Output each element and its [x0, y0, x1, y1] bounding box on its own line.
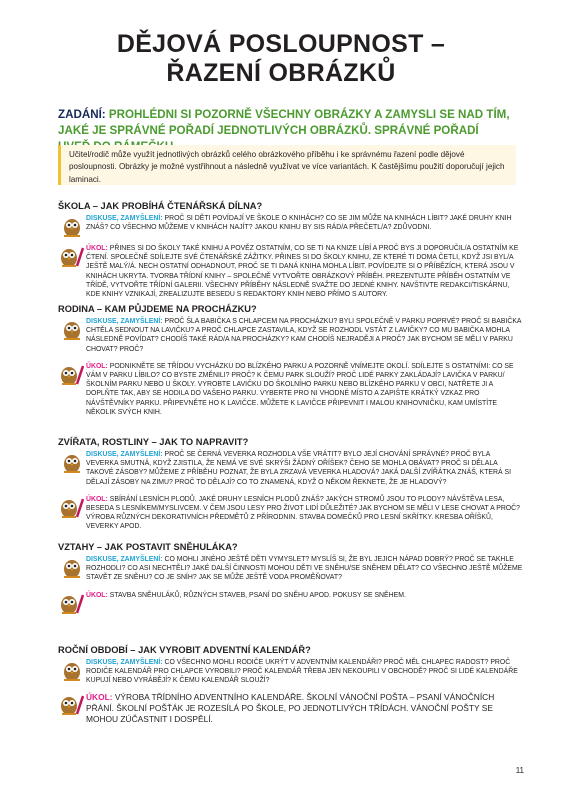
task-text: VÝROBA TŘÍDNÍHO ADVENTNÍHO KALENDÁŘE. ŠKOLNÍ VÁNOČNÍ POŠTA – PSANÍ VÁNOČNÍCH PŘÁNÍ. ŠKOLNÍ POŠŤÁK JE ROZESÍLÁ PO ŠKOLE, PO JEDNOTLIVÝCH TŘÍDÁCH. VÁNOČNÍ POŠTY SE MOHOU ZÚČASTNIT I DOSPĚLÍ. [86, 692, 495, 724]
page-number: 11 [515, 766, 524, 775]
owl-with-pencil-icon [58, 692, 84, 716]
thinking-owl-icon [58, 658, 84, 682]
title-line-1: DĚJOVÁ POSLOUPNOST – [116, 30, 446, 58]
discussion-label: DISKUSE, ZAMYŠLENÍ: [86, 318, 163, 325]
task-row [58, 495, 524, 532]
discussion-label: DISKUSE, ZAMYŠLENÍ: [86, 556, 163, 563]
discussion-row [58, 658, 524, 686]
task-text: PROHLÉDNI SI POZORNĚ VŠECHNY OBRÁZKY A ZAMYSLI SE NAD TÍM, JAKÉ JE SPRÁVNÉ POŘADÍ JEDNOTLIVÝCH OBRÁZKŮ. SPRÁVNÉ POŘADÍ [58, 108, 510, 137]
discussion-text: CO MOHLI JINÉHO JEŠTĚ DĚTI VYMYSLET? MYSLÍŠ SI, ŽE BYL JEJICH NÁPAD DOBRÝ? PROČ SE TAKHLE ROZHODLI? CO ASI NECHTĚLI? JAKÉ DALŠÍ ČINNOSTI MOHOU DĚTI VE SNĚHU/SE SNĚHEM DĚLAT? CO VŠECHNO JEŠTĚ MŮŽEME STAVĚT ZE SNĚHU? CO JE SNÍH? JAK SE MŮŽE JEŠTĚ VODA PROMĚŇOVAT? [86, 556, 523, 582]
task-row [58, 244, 524, 299]
task-label: ÚKOL: [86, 245, 108, 252]
page-title [0, 30, 562, 88]
teacher-note: Učitel/rodič může využít jednotlivých obrázků celého obrázkového příběhu i ke správnému řazení podle dějové posloupnosti. Obrázky je možné vystřihnout a následně využívat ve více variantách. K častějšímu použití doporučují jejich laminaci. [58, 145, 516, 185]
discussion-text: PROČ SI DĚTI POVÍDAJÍ VE ŠKOLE O KNIHÁCH? CO SE JIM MŮŽE NA KNIHÁCH LÍBIT? JAKÉ DRUHY KNIH ZNÁŠ? CO VŠECHNO MŮŽEME V KNIHÁCH NAJÍT? JAKOU KNIHU BY SIS RÁD/A PŘEČETL/A? ZDŮVODNI. [86, 215, 512, 232]
task-text: PŘINES SI DO ŠKOLY TAKÉ KNIHU A POVĚZ OSTATNÍM, CO SE TI NA KNIZE LÍBÍ A PROČ BYS JI DOPORUČIL/A OSTATNÍM KE ČTENÍ. SPOLEČNĚ SDÍLEJTE SVÉ ČTENÁŘSKÉ ZÁŽITKY. PŘINES SI DO ŠKOLY KNIHU, ZE KTERÉ TI DOMA ČETLI, KDYŽ JSI BYL/A JEŠTĚ MALÝ/Á. NECH OSTATNÍ ODHADNOUT, PROČ SE TI DANÁ KNIHA MOHLA LÍBIT. POVÍDEJTE SI O PŘÍBĚZÍCH, KTERÁ JSOU V KNIHÁCH UKRYTA. TVORBA TŘÍDNÍ KNIHY – SPOLEČNĚ VYTVOŘTE OBRÁZKOVÝ PŘÍBĚH. PREZENTUJTE PŘÍBĚH OSTATNÍM VE TŘÍDĚ, VYTVOŘTE TŘÍDNÍ GALERII. VŠECHNY PŘÍBĚHY NÁSLEDNĚ SVAŽTE DO JEDNÉ KNIHY. NAVŠTIVTE REDAKCI/TISKÁRNU, KDE KNIHY VZNIKAJÍ, ZREALIZUJTE BESEDU S REDAKTORY KNIH NEBO PŘÍMO S AUTORY. [86, 245, 519, 299]
discussion-text: CO VŠECHNO MOHLI RODIČE UKRÝT V ADVENTNÍM KALENDÁŘI? PROČ MĚL CHLAPEC RADOST? PROČ RODIČE KALENDÁŘ PRO CHLAPCE VYROBILI? PROČ KALENDÁŘ TŘEBA JEN NEKOUPILI V OBCHODĚ? PROČ SI LIDÉ KALENDÁŘE KUPUJÍ NEBO VYRÁBĚJÍ? K ČEMU KALENDÁŘ SLOUŽÍ? [86, 659, 518, 685]
section-family [58, 303, 524, 417]
task-row [58, 692, 524, 725]
task-text: STAVBA SNĚHULÁKŮ, RŮZNÝCH STAVEB, PSANÍ DO SNĚHU APOD. POKUSY SE SNĚHEM. [109, 592, 406, 599]
title-line-2: ŘAZENÍ OBRÁZKŮ [166, 59, 396, 87]
discussion-label: DISKUSE, ZAMYŠLENÍ: [86, 659, 163, 666]
task-label: ÚKOL: [86, 692, 113, 702]
discussion-row [58, 214, 524, 240]
thinking-owl-icon [58, 214, 84, 238]
section-title: ROČNÍ OBDOBÍ – JAK VYROBIT ADVENTNÍ KALENDÁŘ? [58, 645, 311, 655]
section-school [58, 200, 524, 299]
discussion-text: PROČ SE ČERNÁ VEVERKA ROZHODLA VŠE VRÁTIT? BYLO JEJÍ CHOVÁNÍ SPRÁVNÉ? PROČ BYLA VEVERKA SMUTNÁ, KDYŽ ZJISTILA, ŽE NEMÁ VE SVÉ SKRÝŠI ŽÁDNÝ OŘÍŠEK? ČEHO SE MOHLA OBÁVAT? PROČ SI DĚLALA TAKOVÉ ZÁSOBY? MŮŽEME Z PŘÍBĚHU POZNAT, ŽE BYLA ZRZAVÁ VEVERKA HLADOVÁ? JAKÁ DALŠÍ ZVÍŘÁTKA ZNÁŠ, KTERÁ SI DĚLAJÍ ZÁSOBY NA ZIMU? PROČ TO DĚLAJÍ? CO TO ZNAMENÁ, KDYŽ O NĚKOM ŘEKNETE, ŽE JE HLADOVÝ? [86, 451, 512, 486]
owl-with-pencil-icon [58, 244, 84, 268]
thinking-owl-icon [58, 317, 84, 341]
section-title: VZTAHY – JAK POSTAVIT SNĚHULÁKA? [58, 542, 238, 552]
task-label: ÚKOL: [86, 592, 108, 599]
section-title: ZVÍŘATA, ROSTLINY – JAK TO NAPRAVIT? [58, 437, 249, 447]
discussion-label: DISKUSE, ZAMYŠLENÍ: [86, 451, 163, 458]
section-title: RODINA – KAM PŮJDEME NA PROCHÁZKU? [58, 304, 257, 314]
task-row [58, 591, 524, 617]
section-seasons [58, 644, 524, 725]
task-label: ZADÁNÍ: [58, 108, 106, 121]
thinking-owl-icon [58, 555, 84, 579]
owl-with-pencil-icon [58, 495, 84, 519]
task-label: ÚKOL: [86, 362, 108, 370]
discussion-row [58, 555, 524, 583]
task-text: SBÍRÁNÍ LESNÍCH PLODŮ. JAKÉ DRUHY LESNÍCH PLODŮ ZNÁŠ? JAKÝCH STROMŮ JSOU TO PLODY? NÁVŠTĚVA LESA, BESEDA S LESNÍKEM/MYSLIVCEM. V ČEM JSOU LESY PRO ŽIVOT LIDÍ DŮLEŽITÉ? JAK BYCHOM SE MĚLI V LESE CHOVAT A PROČ? VÝROBA RŮZNÝCH DEKORATIVNÍCH PŘEDMĚTŮ Z PŘÍRODNIN. STAVBA DOMEČKŮ PRO LESNÍ SKŘÍTKY. KRESBA OŘÍŠKŮ, VEVERKY APOD. [86, 495, 520, 531]
section-title: ŠKOLA – JAK PROBÍHÁ ČTENÁŘSKÁ DÍLNA? [58, 201, 263, 211]
section-animals [58, 436, 524, 532]
owl-with-pencil-icon [58, 591, 84, 615]
section-relations [58, 541, 524, 617]
discussion-label: DISKUSE, ZAMYŠLENÍ: [86, 215, 163, 222]
discussion-row [58, 450, 524, 487]
discussion-text: PROČ ŠLA BABIČKA S CHLAPCEM NA PROCHÁZKU? BYLI SPOLEČNĚ V PARKU POPRVÉ? PROČ SI BABIČKA CHTĚLA SEDNOUT NA LAVIČKU? A PROČ CHLAPCE ZASTAVILA, KDYŽ SE ROZHODL VSTÁT Z LAVIČKY? CO MU BABIČKA MOHLA NÁSLEDNĚ POVÍDAT? CHODÍŠ TAKÉ RÁD/A NA PROCHÁZKY? KAM CHODÍŠ NEJRADĚJI A PROČ? JAK BYCHOM SE MĚLI V PARKU CHOVAT? PROČ? [86, 318, 522, 353]
owl-with-pencil-icon [58, 362, 84, 386]
task-text: PODNIKNĚTE SE TŘÍDOU VYCHÁZKU DO BLÍZKÉHO PARKU A POZORNĚ VNÍMEJTE OKOLÍ. SDÍLEJTE S OSTATNÍMI: CO SE VÁM V PARKU LÍBILO? CO BYSTE ZMĚNILI? PROČ? K ČEMU PARK SLOUŽÍ? PROČ LIDÉ PARKY ZAKLÁDAJÍ? LAVIČKA V PARKU/ŠKOLNÍM PARKU NEBO U ŠKOLY. VYROBTE LAVIČKU DO ŠKOLNÍHO PARKU NEBO BLÍZKÉHO PARKU V OBCI, NATŘETE JI A DOPLŇTE TAK, ABY SE HODILA DO VAŠEHO PARKU. VYBERTE PRO NI VHODNÉ MÍSTO A ZAPIŠTE KRÁTKÝ VZKAZ PRO NÁVŠTĚVNÍKY PARKU. PŘIPEVNĚTE HO K LAVIČCE. MŮŽETE K LAVIČCE PŘIPEVNIT I MALOU KNIHOVNIČKU, KAM UMÍSTÍTE NĚKOLIK SVÝCH KNIH. [86, 362, 514, 416]
thinking-owl-icon [58, 450, 84, 474]
discussion-row [58, 317, 524, 354]
task-row [58, 362, 524, 417]
task-label: ÚKOL: [86, 495, 108, 503]
